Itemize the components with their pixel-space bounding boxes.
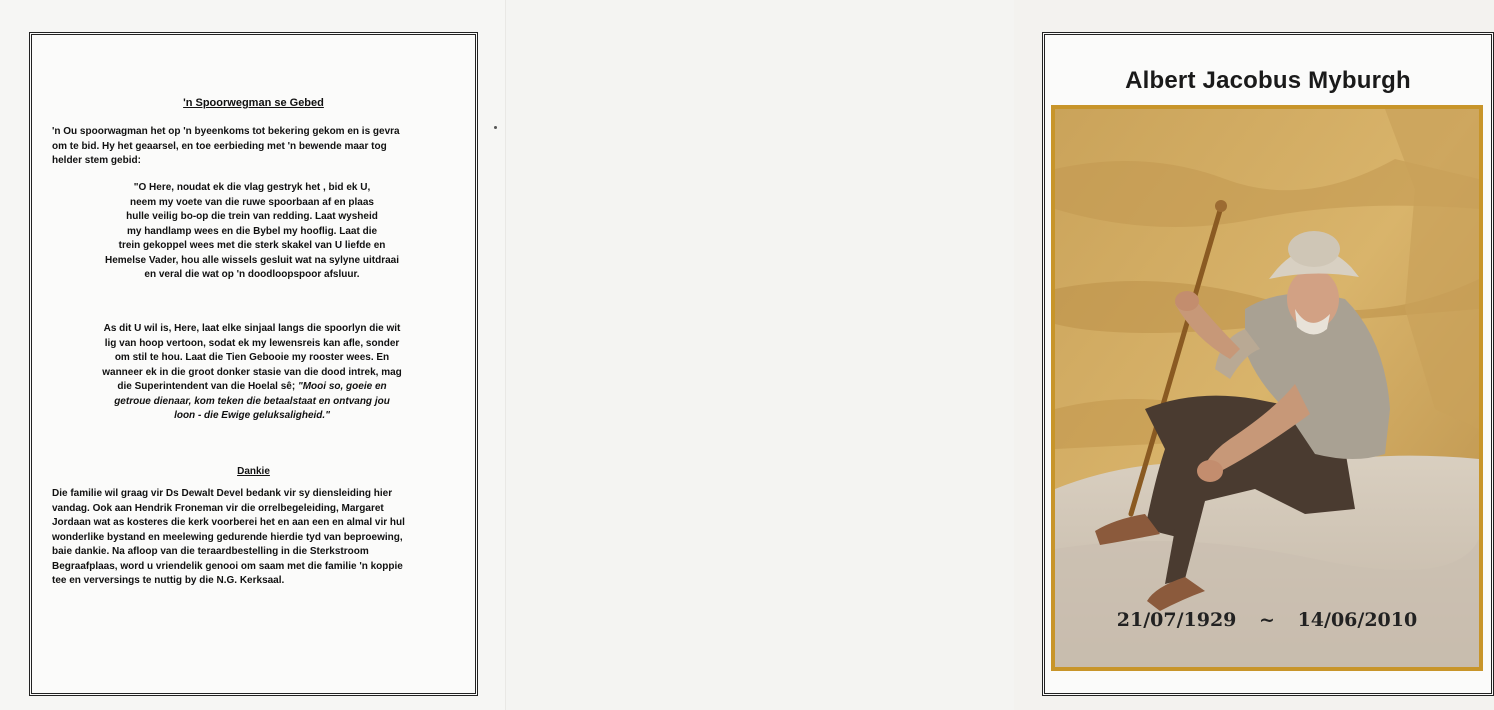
thanks-line: Die familie wil graag vir Ds Dewalt Devel bedank vir sy diensleiding hier xyxy=(52,488,393,499)
date-separator: ~ xyxy=(1259,609,1275,631)
right-page-frame xyxy=(1042,32,1494,696)
prayer-paragraph-2 xyxy=(62,322,442,424)
thanks-line: wonderlike bystand en meelewing gedurende hierdie tyd van beproewing, xyxy=(52,531,403,543)
prayer-line: trein gekoppel wees met die sterk skakel van U liefde en xyxy=(118,240,386,251)
thanks-line: baie dankie. Na afloop van die teraardbestelling in die Sterkstroom xyxy=(52,546,369,557)
deceased-name: Albert Jacobus Myburgh xyxy=(1125,67,1411,94)
death-date: 14/06/2010 xyxy=(1297,609,1418,631)
thanks-line: vandag. Ook aan Hendrik Froneman vir die orrelbegeleiding, Margaret xyxy=(52,502,384,514)
poem-title: 'n Spoorwegman se Gebed xyxy=(183,97,324,109)
prayer-line: As dit U wil is, Here, laat elke sinjaal langs die spoorlyn die wit xyxy=(103,323,401,334)
prayer-quote: "Mooi so, goeie en xyxy=(297,381,387,392)
prayer-quote: loon - die Ewige geluksaligheid." xyxy=(174,410,330,421)
prayer-line: om stil te hou. Laat die Tien Gebooie my rooster wees. En xyxy=(114,352,390,363)
intro-line: 'n Ou spoorwagman het op 'n byeenkoms tot bekering gekom en is gevra xyxy=(52,126,400,137)
thanks-line: tee en verversings te nuttig by die N.G. Kerksaal. xyxy=(52,575,285,586)
intro-paragraph xyxy=(52,125,452,169)
prayer-line: lig van hoop vertoon, sodat ek my lewensreis kan afle, sonder xyxy=(104,337,400,349)
thanks-paragraph xyxy=(52,487,457,589)
intro-line: om te bid. Hy het geaarsel, en toe eerbieding met 'n bewende maar tog xyxy=(52,140,387,152)
left-page xyxy=(0,0,506,710)
prayer-line: "O Here, noudat ek die vlag gestryk het , bid ek U, xyxy=(133,182,371,193)
prayer-line: hulle veilig bo-op die trein van redding. Laat wysheid xyxy=(126,211,378,222)
prayer-line-with-quote xyxy=(62,380,442,395)
face xyxy=(1287,269,1339,329)
prayer-paragraph-1 xyxy=(72,181,432,283)
intro-line: helder stem gebid: xyxy=(52,155,141,166)
thanks-line: Jordaan wat as kosteres die kerk voorberei het en aan een en almal vir hul xyxy=(52,517,405,528)
prayer-quote: getroue dienaar, kom teken die betaalstaat en ontvang jou xyxy=(114,395,390,407)
portrait-illustration xyxy=(1055,109,1479,667)
portrait-photo xyxy=(1051,105,1483,671)
thanks-title: Dankie xyxy=(237,466,270,477)
thanks-line: Begraafplaas, word u vriendelik genooi om saam met die familie 'n koppie xyxy=(52,560,403,572)
birth-date: 21/07/1929 xyxy=(1116,609,1237,631)
prayer-line: en veral die wat op 'n doodloopspoor afsluur. xyxy=(144,269,360,280)
print-speck xyxy=(494,126,497,129)
prayer-line: my handlamp wees en die Bybel my hooflig. Laat die xyxy=(126,225,378,237)
left-page-frame xyxy=(29,32,478,696)
prayer-line: Hemelse Vader, hou alle wissels gesluit wat na sylyne uitdraai xyxy=(104,254,399,266)
life-dates xyxy=(1055,609,1479,631)
prayer-line: neem my voete van die ruwe spoorbaan af en plaas xyxy=(130,196,374,208)
right-page xyxy=(506,0,1418,710)
prayer-line: die Superintendent van die Hoelal sê; xyxy=(117,381,296,392)
prayer-line: wanneer ek in die groot donker stasie van die dood intrek, mag xyxy=(102,366,402,378)
